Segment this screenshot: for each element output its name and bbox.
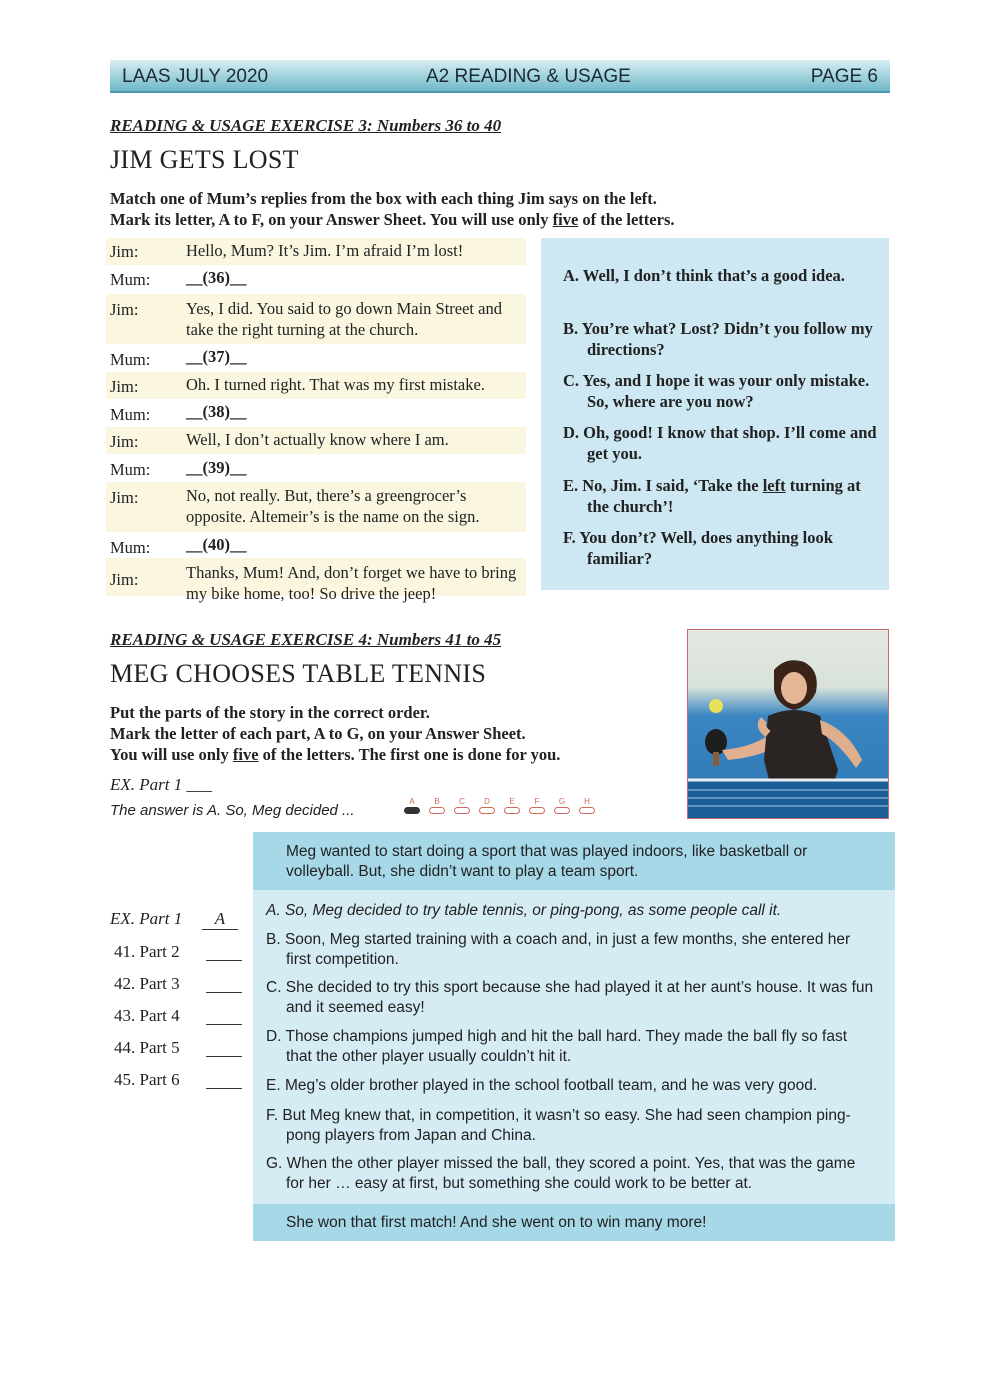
exercise-4-title: READING & USAGE EXERCISE 4: Numbers 41 to 45 <box>110 630 502 649</box>
story-title-jim: JIM GETS LOST <box>110 145 299 174</box>
instruction-line: Mark the letter of each part, A to G, on your Answer Sheet. <box>110 724 526 743</box>
dialogue-row: Jim: Well, I don’t actually know where I am. <box>106 427 526 454</box>
header-center: A2 READING & USAGE <box>426 66 631 87</box>
reply-a: A. Well, I don’t think that’s a good idea. <box>563 266 845 285</box>
story-title-meg: MEG CHOOSES TABLE TENNIS <box>110 659 487 688</box>
instruction-line: You will use only five of the letters. The first one is done for you. <box>110 745 561 764</box>
bubble-e: E <box>503 797 521 817</box>
exercise-3-title: READING & USAGE EXERCISE 3: Numbers 36 to 40 <box>110 116 502 135</box>
bubble-g: G <box>553 797 571 817</box>
mum-replies-box <box>541 238 889 590</box>
dialogue-row: Mum: __(40)__ <box>110 535 247 557</box>
bubble-a: A <box>403 797 421 817</box>
story-ending-box <box>253 1204 895 1241</box>
reply-d: D. Oh, good! I know that shop. I’ll come and get you. <box>563 423 877 463</box>
dialogue-row: Jim: Thanks, Mum! And, don’t forget we have to bring my bike home, too! So drive the jeep! <box>106 558 526 596</box>
bubble-c: C <box>453 797 471 817</box>
story-ending: She won that first match! And she went on to win many more! <box>286 1214 707 1231</box>
part-d: D. Those champions jumped high and hit the ball hard. They made the ball fly so fast that the other player usually couldn’t hit it. <box>266 1028 848 1065</box>
answer-bubbles <box>403 797 603 819</box>
reply-b: B. You’re what? Lost? Didn’t you follow my directions? <box>563 319 873 359</box>
bubble-b: B <box>428 797 446 817</box>
instruction-line: Put the parts of the story in the correct order. <box>110 703 430 722</box>
answer-row-example: EX. Part 1 A <box>110 909 182 929</box>
dialogue-row: Mum: __(36)__ <box>110 268 247 289</box>
dialogue-row: Jim: Hello, Mum? It’s Jim. I’m afraid I’m lost! <box>106 238 526 265</box>
bubble-f: F <box>528 797 546 817</box>
exercise-4-instructions <box>110 702 560 765</box>
instruction-line: Match one of Mum’s replies from the box with each thing Jim says on the left. <box>110 189 657 208</box>
dialogue-row: Mum: __(38)__ <box>110 402 247 424</box>
header-left: LAAS JULY 2020 <box>122 66 269 87</box>
bubble-d: D <box>478 797 496 817</box>
part-a: A. So, Meg decided to try table tennis, or ping-pong, as some people call it. <box>266 902 782 919</box>
story-intro-box <box>253 832 895 890</box>
reply-e: E. No, Jim. I said, ‘Take the left turning at the church’! <box>563 476 861 516</box>
part-f: F. But Meg knew that, in competition, it wasn’t so easy. She had seen champion ping-pong players from Japan and China. <box>266 1107 851 1144</box>
part-g: G. When the other player missed the ball, they scored a point. Yes, that was the game for her … easy at first, but something she could work to be better at. <box>266 1155 856 1192</box>
answer-row-42[interactable]: 42. Part 3 <box>114 974 180 994</box>
header-right: PAGE 6 <box>810 66 878 87</box>
answer-row-41[interactable]: 41. Part 2 <box>114 942 180 962</box>
dialogue-row: Jim: No, not really. But, there’s a greengrocer’s opposite. Altemeir’s is the name on the sign. <box>106 482 526 532</box>
reply-c: C. Yes, and I hope it was your only mistake. So, where are you now? <box>563 371 870 411</box>
story-intro: Meg wanted to start doing a sport that was played indoors, like basketball or volleyball. But, she didn’t want to play a team sport. <box>286 843 808 880</box>
answer-row-43[interactable]: 43. Part 4 <box>114 1006 180 1026</box>
table-tennis-photo <box>687 629 889 819</box>
answer-row-44[interactable]: 44. Part 5 <box>114 1038 180 1058</box>
dialogue-row: Jim: Yes, I did. You said to go down Main Street and take the right turning at the church. <box>106 294 526 344</box>
dialogue-row: Mum: __(39)__ <box>110 458 247 479</box>
part-b: B. Soon, Meg started training with a coach and, in just a few months, she entered her first competition. <box>266 931 851 968</box>
example-answer: The answer is A. So, Meg decided ... <box>110 802 355 819</box>
reply-f: F. You don’t? Well, does anything look familiar? <box>563 528 833 568</box>
example-label: EX. Part 1 ___ <box>110 775 212 794</box>
dialogue-row: Mum: __(37)__ <box>110 347 247 369</box>
dialogue-row: Jim: Oh. I turned right. That was my first mistake. <box>106 372 526 399</box>
table-tennis-player-image <box>688 630 889 819</box>
answer-row-45[interactable]: 45. Part 6 <box>114 1070 180 1090</box>
part-c: C. She decided to try this sport because she had played it at her aunt’s house. It was fun and it seemed easy! <box>266 979 874 1016</box>
page-header <box>110 60 890 93</box>
instruction-line: Mark its letter, A to F, on your Answer Sheet. You will use only five of the letters. <box>110 210 675 229</box>
exercise-3-instructions <box>110 188 675 230</box>
part-e: E. Meg’s older brother played in the school football team, and he was very good. <box>266 1077 818 1094</box>
bubble-h: H <box>578 797 596 817</box>
